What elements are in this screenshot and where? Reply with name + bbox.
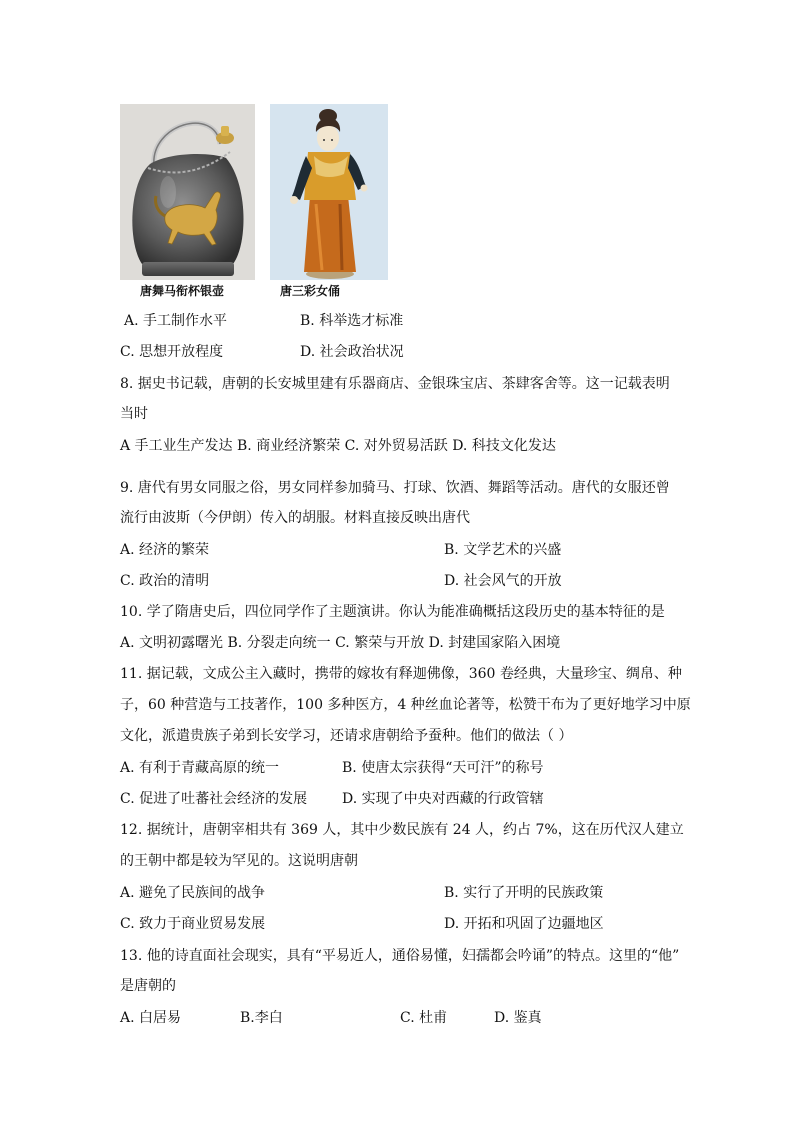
q7-option-d[interactable]: D. 社会政治状况 [300,344,404,360]
q12-option-b[interactable]: B. 实行了开明的民族政策 [444,885,604,901]
q11-option-a[interactable]: A. 有利于青藏高原的统一 [120,760,280,776]
q9-stem-line-2: 流行由波斯（今伊朗）传入的胡服。材料直接反映出唐代 [120,510,470,526]
q13-stem-line-2: 是唐朝的 [120,978,176,994]
q12-option-d[interactable]: D. 开拓和巩固了边疆地区 [444,916,604,932]
q11-option-b[interactable]: B. 使唐太宗获得“天可汗”的称号 [342,760,544,776]
q12-stem-line-1: 12. 据统计，唐朝宰相共有 369 人，其中少数民族有 24 人，约占 7%，这在历代汉人建立 [120,822,684,838]
q10-stem: 10. 学了隋唐史后，四位同学作了主题演讲。你认为能准确概括这段历史的基本特征的是 [120,604,665,620]
q11-option-d[interactable]: D. 实现了中央对西藏的行政管辖 [342,791,544,807]
q7-option-a[interactable]: A. 手工制作水平 [124,313,228,329]
figure-caption-silver-pot: 唐舞马衔杯银壶 [140,284,225,298]
q11-option-c[interactable]: C. 促进了吐蕃社会经济的发展 [120,791,308,807]
q12-option-c[interactable]: C. 致力于商业贸易发展 [120,916,266,932]
q8-stem-line-1: 8. 据史书记载，唐朝的长安城里建有乐器商店、金银珠宝店、茶肆客舍等。这一记载表明 [120,376,670,392]
q9-option-b[interactable]: B. 文学艺术的兴盛 [444,542,562,558]
q8-options[interactable]: A 手工业生产发达 B. 商业经济繁荣 C. 对外贸易活跃 D. 科技文化发达 [120,438,556,454]
q9-stem-line-1: 9. 唐代有男女同服之俗，男女同样参加骑马、打球、饮酒、舞蹈等活动。唐代的女服还曾 [120,480,670,496]
q9-option-a[interactable]: A. 经济的繁荣 [120,542,210,558]
q7-option-c[interactable]: C. 思想开放程度 [120,344,224,360]
q13-option-b[interactable]: B.李白 [240,1010,283,1026]
figurine-image [270,104,388,280]
silver-pot-image [120,104,255,280]
q11-stem-line-1: 11. 据记载，文成公主入藏时，携带的嫁妆有释迦佛像，360 卷经典，大量珍宝、绸帛、种 [120,666,682,682]
figurine-illustration [270,104,388,280]
q11-stem-line-2: 子，60 种营造与工技著作，100 多种医方，4 种丝血论著等，松赞干布为了更好地学习中原 [120,697,691,713]
q13-option-a[interactable]: A. 白居易 [120,1010,182,1026]
silver-pot-illustration [120,104,255,280]
q12-option-a[interactable]: A. 避免了民族间的战争 [120,885,266,901]
q11-stem-line-3: 文化，派遣贵族子弟到长安学习，还请求唐朝给予蚕种。他们的做法（ ） [120,728,573,744]
q10-options[interactable]: A. 文明初露曙光 B. 分裂走向统一 C. 繁荣与开放 D. 封建国家陷入困境 [120,635,561,651]
q9-option-c[interactable]: C. 政治的清明 [120,573,210,589]
q13-option-c[interactable]: C. 杜甫 [400,1010,448,1026]
q8-stem-line-2: 当时 [120,406,148,422]
q12-stem-line-2: 的王朝中都是较为罕见的。这说明唐朝 [120,853,358,869]
q7-option-b[interactable]: B. 科举选才标准 [300,313,404,329]
figure-caption-figurine: 唐三彩女俑 [280,284,341,298]
q13-option-d[interactable]: D. 鉴真 [494,1010,542,1026]
q13-stem-line-1: 13. 他的诗直面社会现实，具有“平易近人，通俗易懂，妇孺都会吟诵”的特点。这里的“他” [120,948,680,964]
q9-option-d[interactable]: D. 社会风气的开放 [444,573,562,589]
